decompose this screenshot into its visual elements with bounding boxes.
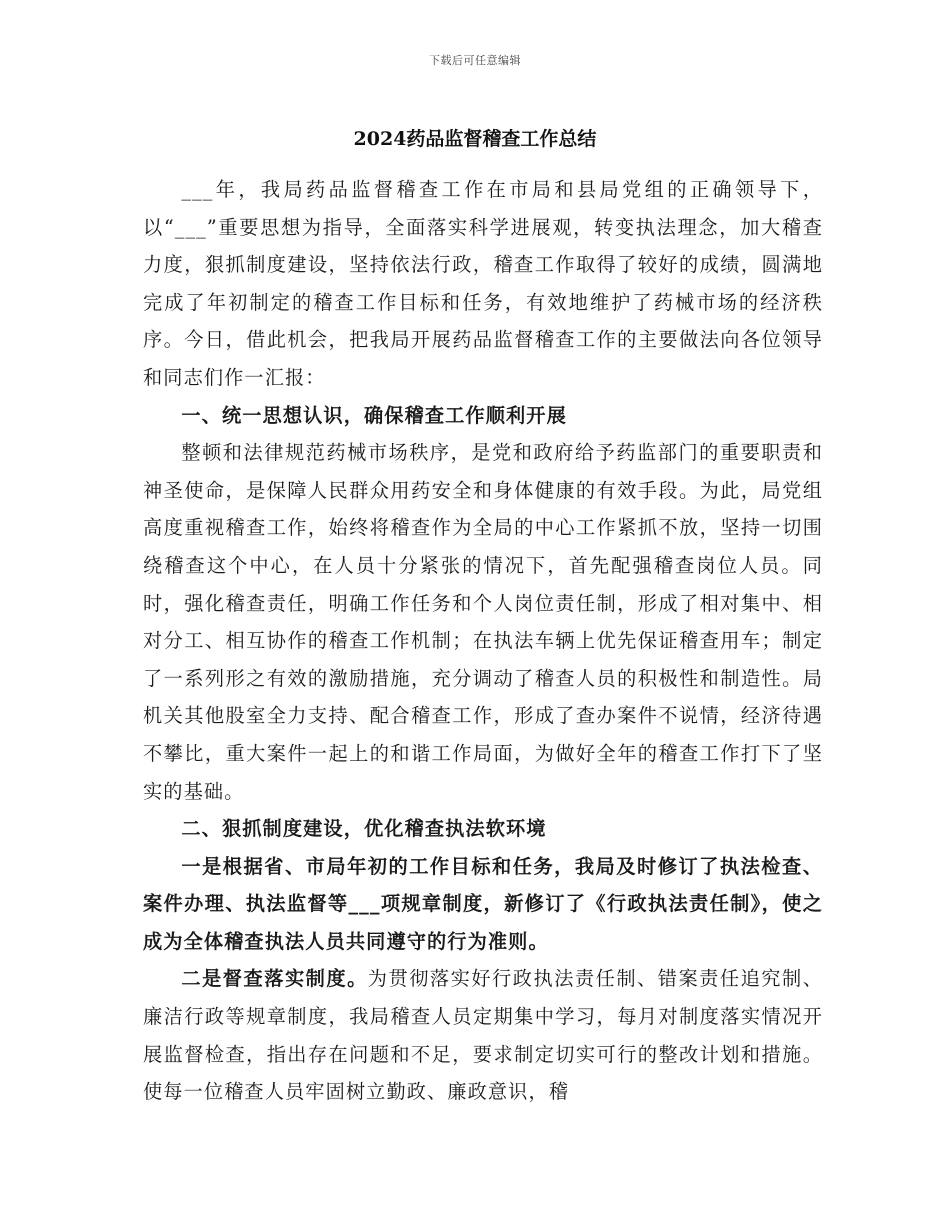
section-2-point-2-body: 为贯彻落实好行政执法责任制、错案责任追究制、廉洁行政等规章制度，我局稽查人员定期集中学习，每月对制度落实情况开展监督检查，指出存在问题和不足，要求制定切实可行的整改计划和措施。使每一位稽查人员牢固树立勤政、廉政意识，稽: [143, 967, 824, 1104]
document-title: 2024药品监督稽查工作总结: [353, 128, 597, 150]
section-1-heading: 一、统一思想认识，确保稽查工作顺利开展: [181, 403, 567, 427]
section-2-point-2-lead: 二是督查落实制度。: [181, 967, 368, 991]
section-2-point-2: [143, 960, 823, 1110]
intro-paragraph: ___年，我局药品监督稽查工作在市局和县局党组的正确领导下，以“___”重要思想为指导，全面落实科学进展观，转变执法理念，加大稽查力度，狠抓制度建设，坚持依法行政，稽查工作取得了较好的成绩，圆满地完成了年初制定的稽查工作目标和任务，有效地维护了药械市场的经济秩序。今日，借此机会，把我局开展药品监督稽查工作的主要做法向各位领导和同志们作一汇报：: [143, 178, 823, 389]
page-header-note: 下载后可任意编辑: [429, 54, 521, 67]
section-1-paragraph: 整顿和法律规范药械市场秩序，是党和政府给予药监部门的重要职责和神圣使命，是保障人民群众用药安全和身体健康的有效手段。为此，局党组高度重视稽查工作，始终将稽查作为全局的中心工作紧抓不放，坚持一切围绕稽查这个中心，在人员十分紧张的情况下，首先配强稽查岗位人员。同时，强化稽查责任，明确工作任务和个人岗位责任制，形成了相对集中、相对分工、相互协作的稽查工作机制；在执法车辆上优先保证稽查用车；制定了一系列形之有效的激励措施，充分调动了稽查人员的积极性和制造性。局机关其他股室全力支持、配合稽查工作，形成了查办案件不说情，经济待遇不攀比，重大案件一起上的和谐工作局面，为做好全年的稽查工作打下了坚实的基础。: [143, 441, 823, 803]
section-2-point-1: 一是根据省、市局年初的工作目标和任务，我局及时修订了执法检查、案件办理、执法监督等___项规章制度，新修订了《行政执法责任制》，使之成为全体稽查执法人员共同遵守的行为准则。: [143, 854, 823, 953]
section-2-heading: 二、狠抓制度建设，优化稽查执法软环境: [181, 817, 547, 841]
document-body: [143, 171, 823, 1111]
